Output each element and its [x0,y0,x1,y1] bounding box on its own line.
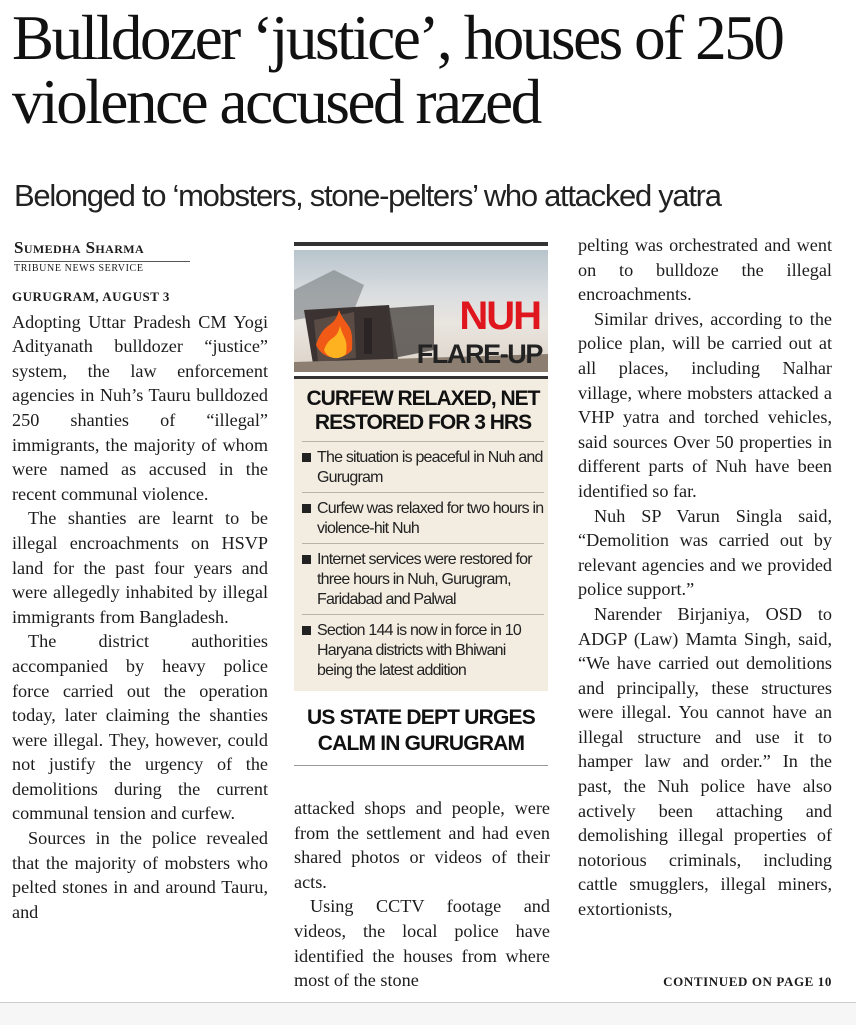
paragraph: Narender Birjaniya, OSD to ADGP (Law) Mamta Singh, said, “We have carried out demolitions and principally, these structures were illegal. You cannot have an illegal structure and use it to hamper law and order.” In the past, the Nuh police have also actively been attaching and demolishing illegal properties of notorious criminals, including cattle smugglers, illegal miners, extortionists, [578,603,832,920]
kicker-red: NUH [459,294,540,338]
paragraph: Using CCTV footage and videos, the local police have identified the houses from where most of the stone [294,896,550,991]
deck-subheadline: Belonged to ‘mobsters, stone-pelters’ who attacked yatra [14,178,721,213]
list-item-text: Section 144 is now in force in 10 Haryana districts with Bhiwani being the latest addition [317,622,521,679]
list-item [302,614,544,685]
burning-vehicle-photo [294,250,548,372]
sidebar-top-rule [294,242,548,246]
list-item-text: Internet services were restored for three hours in Nuh, Gurugram, Faridabad and Palwal [317,551,532,608]
list-item [302,441,544,492]
paragraph: Nuh SP Varun Singla said, “Demolition was carried out by relevant agencies and we provided police support.” [578,505,832,600]
square-bullet-icon [302,453,311,462]
dateline: GURUGRAM, AUGUST 3 [12,289,170,304]
paragraph: pelting was orchestrated and went on to bulldoze the illegal encroachments. [578,235,832,305]
headline: Bulldozer ‘justice’, houses of 250 violence accused razed [12,3,783,137]
box-heading: CURFEW RELAXED, NET RESTORED FOR 3 HRS [306,387,540,434]
article-column-2 [294,796,550,993]
list-item [302,492,544,543]
list-item-text: Curfew was relaxed for two hours in violence-hit Nuh [317,500,544,537]
curfew-box [294,379,548,691]
second-heading: US STATE DEPT URGES CALM IN GURUGRAM [294,705,548,766]
sidebar-box [294,242,548,766]
byline-author: Sumedha Sharma [14,238,145,257]
continued-line: CONTINUED ON PAGE 10 [663,974,832,989]
paragraph: Similar drives, according to the police plan, will be carried out at all places, including Nalhar village, where mobsters attacked a VHP yatra and torched vehicles, said sources Over 50 properties in different parts of Nuh have been identified so far. [578,308,832,501]
square-bullet-icon [302,555,311,564]
kicker-black: FLARE-UP [416,339,542,369]
paragraph: The shanties are learnt to be illegal encroachments on HSVP land for the past four years and were allegedly inhabited by illegal immigrants from Bangladesh. [12,508,268,627]
paragraph: attacked shops and people, were from the settlement and had even shared photos or videos of their acts. [294,798,550,892]
byline-service: TRIBUNE NEWS SERVICE [14,261,190,274]
paragraph: Sources in the police revealed that the majority of mobsters who pelted stones in and around Tauru, and [12,828,268,922]
article-column-3 [578,233,832,922]
list-item [302,543,544,614]
paragraph: The district authorities accompanied by heavy police force carried out the operation today, later claiming the shanties were illegal. They, however, could not justify the urgency of the demolitions during the current communal tension and curfew. [12,631,268,824]
square-bullet-icon [302,626,311,635]
paragraph: Adopting Uttar Pradesh CM Yogi Adityanath bulldozer “justice” system, the law enforcement agencies in Nuh’s Tauru bulldozed 250 shanties of “illegal” immigrants, the majority of whom were named as accused in the recent communal violence. [12,311,268,504]
square-bullet-icon [302,504,311,513]
list-item-text: The situation is peaceful in Nuh and Gurugram [317,449,543,486]
page-bottom-edge [0,1002,856,1025]
article-column-1 [12,285,268,924]
